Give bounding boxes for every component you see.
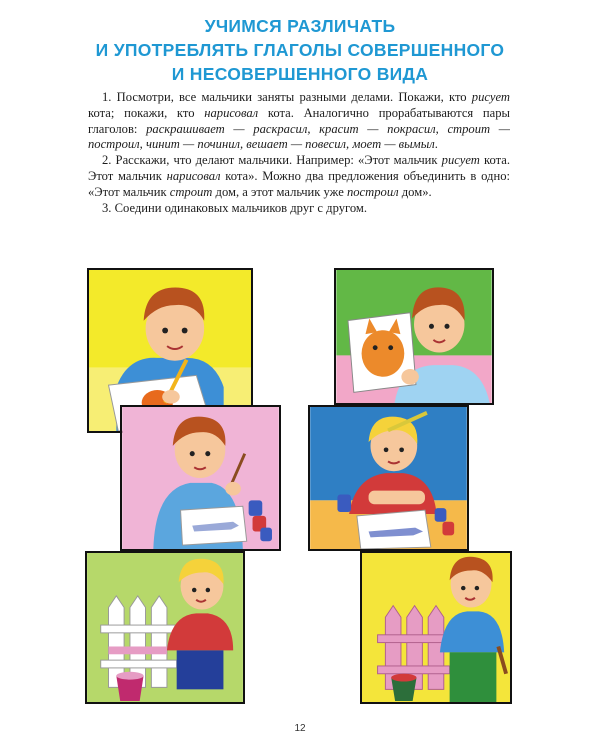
page-number: 12 (294, 723, 306, 734)
instructions-text (88, 90, 510, 216)
boy-painting-fence-picture (87, 553, 243, 702)
illustration-finished-cat[interactable] (334, 268, 494, 405)
title-line-3: И НЕСОВЕРШЕННОГО ВИДА (171, 64, 429, 84)
instruction-3: 3. Соедини одинаковых мальчиков друг с другом. (102, 200, 368, 215)
illustration-painting-plane[interactable] (120, 405, 281, 551)
instruction-2: 2. Расскажи, что делают мальчики. Например: «Этот мальчик рисует кота. Этот мальчик нарисовал кота». Можно два предложения объединить в одно: «Этот мальчик строит дом, а этот мальчик уже построил дом». (88, 153, 510, 199)
boy-painting-plane-picture (122, 407, 279, 549)
title-line-1: УЧИМСЯ РАЗЛИЧАТЬ (204, 16, 396, 36)
page-title (0, 14, 600, 86)
title-line-2: И УПОТРЕБЛЯТЬ ГЛАГОЛЫ СОВЕРШЕННОГО (95, 40, 505, 60)
instruction-1: 1. Посмотри, все мальчики заняты разными делами. Покажи, кто рисует кота; покажи, кто нарисовал кота. Аналогично прорабатываются пары глаголов: раскрашивает — раскрасил, красит — покрасил, строит — построил, чинит — починил, вешает — повесил, моет — вымыл. (88, 90, 511, 152)
boy-finished-plane-picture (310, 407, 467, 549)
boy-finished-fence-picture (362, 553, 510, 702)
illustration-finished-plane[interactable] (308, 405, 469, 551)
illustration-finished-fence[interactable] (360, 551, 512, 704)
illustration-painting-fence[interactable] (85, 551, 245, 704)
boy-holding-cat-picture (336, 270, 492, 403)
